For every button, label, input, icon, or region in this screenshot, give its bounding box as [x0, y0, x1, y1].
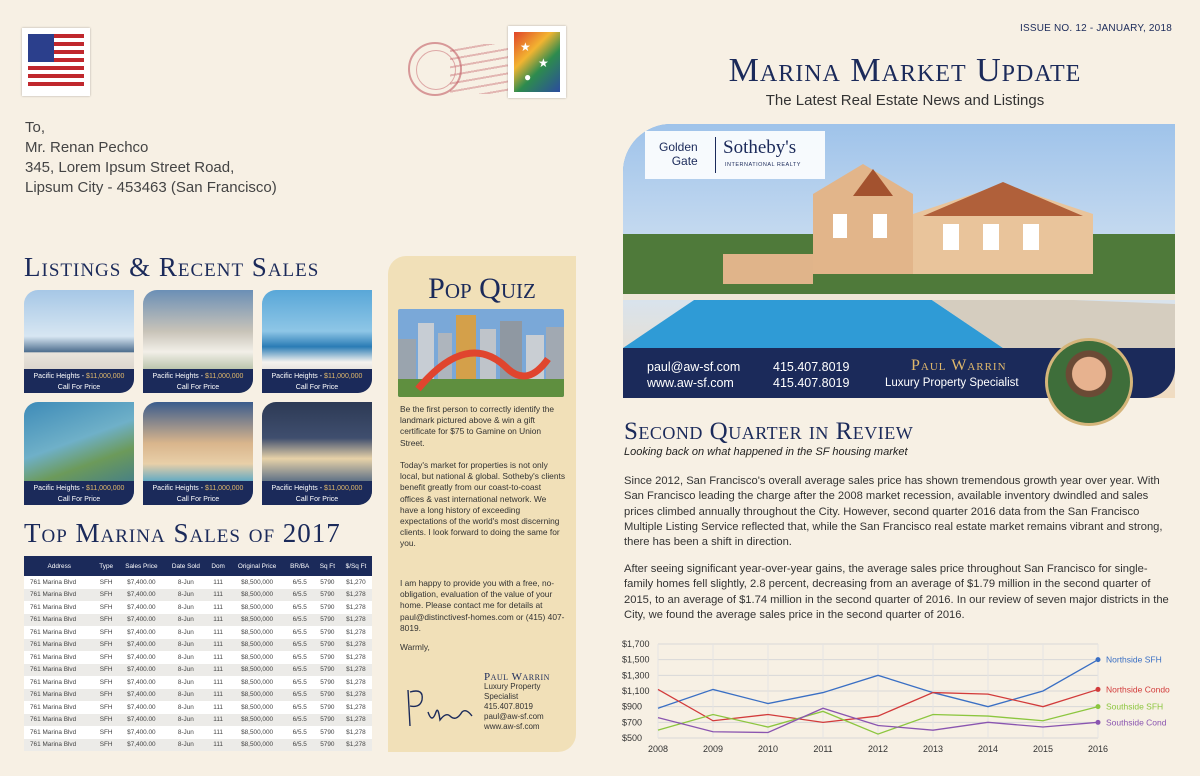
- table-cell: $1,278: [340, 739, 372, 752]
- agent-title: Luxury Property Specialist: [885, 377, 1019, 389]
- table-cell: $7,400.00: [118, 726, 165, 739]
- quiz-paragraph-3: I am happy to provide you with a free, no-obligation, evaluation of the value of your home. Please contact me for details at paul@distinctivesf-homes.com or (415) 407-8019.: [400, 578, 565, 633]
- table-cell: $8,500,000: [230, 701, 285, 714]
- table-cell: 761 Marina Blvd: [24, 626, 95, 639]
- table-cell: 761 Marina Blvd: [24, 726, 95, 739]
- table-cell: 111: [207, 651, 230, 664]
- table-row: [24, 626, 372, 639]
- sothebys-logo: [645, 131, 825, 179]
- table-row: [24, 714, 372, 727]
- quiz-title: Pop Quiz: [428, 272, 536, 305]
- table-cell: $8,500,000: [230, 714, 285, 727]
- table-cell: 761 Marina Blvd: [24, 664, 95, 677]
- table-row: [24, 739, 372, 752]
- top-sales-title: Top Marina Sales of 2017: [24, 518, 341, 548]
- table-row: [24, 676, 372, 689]
- table-cell: $7,400.00: [118, 601, 165, 614]
- table-cell: 111: [207, 714, 230, 727]
- table-cell: 111: [207, 726, 230, 739]
- x-tick-label: 2008: [647, 744, 669, 754]
- table-cell: 761 Marina Blvd: [24, 676, 95, 689]
- table-cell: SFH: [95, 651, 118, 664]
- table-cell: SFH: [95, 714, 118, 727]
- table-cell: SFH: [95, 626, 118, 639]
- table-cell: $7,400.00: [118, 589, 165, 602]
- legend-label: Northside Condo: [1106, 684, 1170, 695]
- listing-tile[interactable]: Pacific Heights - $11,000,000 Call For Price: [262, 290, 372, 393]
- table-cell: 761 Marina Blvd: [24, 651, 95, 664]
- table-cell: $8,500,000: [230, 601, 285, 614]
- address-name: Mr. Renan Pechco: [25, 139, 149, 156]
- table-header-row: [24, 556, 372, 576]
- table-cell: 111: [207, 576, 230, 589]
- table-cell: 8-Jun: [165, 651, 207, 664]
- table-cell: 761 Marina Blvd: [24, 601, 95, 614]
- x-tick-label: 2011: [813, 744, 833, 754]
- table-cell: $1,278: [340, 639, 372, 652]
- signature-block: [484, 672, 550, 732]
- contact-phone-2[interactable]: 415.407.8019: [773, 376, 850, 390]
- table-cell: 8-Jun: [165, 676, 207, 689]
- table-cell: $1,278: [340, 701, 372, 714]
- agent-name: Paul Warrin: [911, 357, 1007, 374]
- signature-name: Paul Warrin: [484, 671, 550, 683]
- issue-number: ISSUE NO. 12 - JANUARY, 2018: [1020, 23, 1172, 34]
- table-cell: 6/5.5: [285, 589, 315, 602]
- table-row: [24, 601, 372, 614]
- listing-tile[interactable]: Pacific Heights - $11,000,000 Call For Price: [262, 402, 372, 505]
- table-cell: $7,400.00: [118, 576, 165, 589]
- table-cell: 761 Marina Blvd: [24, 714, 95, 727]
- x-tick-label: 2013: [922, 744, 944, 754]
- table-cell: SFH: [95, 689, 118, 702]
- table-cell: 6/5.5: [285, 614, 315, 627]
- table-cell: 6/5.5: [285, 639, 315, 652]
- table-cell: 5790: [315, 601, 340, 614]
- table-row: [24, 664, 372, 677]
- table-cell: 8-Jun: [165, 576, 207, 589]
- quiz-paragraph-2: Today's market for properties is not only local, but national & global. Sotheby's clients benefit greatly from our coast-to-coast offices & vast international network. We have a long history of exceeding expectations of the world's most discerning clients. I look forward to doing the same for you.: [400, 460, 566, 549]
- table-cell: 6/5.5: [285, 689, 315, 702]
- table-cell: 761 Marina Blvd: [24, 614, 95, 627]
- table-cell: 6/5.5: [285, 576, 315, 589]
- table-cell: $7,400.00: [118, 739, 165, 752]
- table-cell: 5790: [315, 651, 340, 664]
- table-cell: 111: [207, 601, 230, 614]
- table-cell: $1,270: [340, 576, 372, 589]
- series-point: [1096, 687, 1101, 692]
- y-tick-label: $1,300: [622, 670, 650, 681]
- series-point: [1096, 704, 1101, 709]
- table-cell: 761 Marina Blvd: [24, 739, 95, 752]
- col-price-per-sqft: $/Sq Ft: [340, 556, 372, 576]
- table-cell: 8-Jun: [165, 626, 207, 639]
- table-cell: $1,278: [340, 664, 372, 677]
- table-cell: 8-Jun: [165, 739, 207, 752]
- contact-email[interactable]: paul@aw-sf.com: [647, 360, 741, 374]
- y-tick-label: $1,700: [622, 639, 650, 649]
- x-tick-label: 2014: [977, 744, 999, 754]
- price-line-chart: [614, 636, 1194, 760]
- table-cell: $1,278: [340, 676, 372, 689]
- table-cell: 5790: [315, 576, 340, 589]
- table-cell: 111: [207, 626, 230, 639]
- legend-label: Northside SFH: [1106, 654, 1162, 665]
- logo-gate: Gate: [671, 154, 698, 168]
- table-cell: 5790: [315, 664, 340, 677]
- table-cell: 111: [207, 739, 230, 752]
- table-cell: SFH: [95, 739, 118, 752]
- y-tick-label: $1,100: [622, 686, 650, 696]
- table-cell: $1,278: [340, 651, 372, 664]
- mailing-address: [25, 118, 277, 198]
- logo-tagline: INTERNATIONAL REALTY: [725, 162, 801, 168]
- table-cell: 6/5.5: [285, 626, 315, 639]
- table-cell: $8,500,000: [230, 614, 285, 627]
- col-sales-price: Sales Price: [118, 556, 165, 576]
- signature-email: paul@aw-sf.com: [484, 712, 544, 721]
- table-row: [24, 614, 372, 627]
- table-cell: $7,400.00: [118, 714, 165, 727]
- table-cell: 8-Jun: [165, 601, 207, 614]
- table-cell: $1,278: [340, 714, 372, 727]
- table-cell: 8-Jun: [165, 614, 207, 627]
- x-tick-label: 2012: [867, 744, 889, 754]
- table-cell: 6/5.5: [285, 701, 315, 714]
- table-row: [24, 726, 372, 739]
- masthead-subtitle: The Latest Real Estate News and Listings: [765, 92, 1045, 109]
- table-cell: 111: [207, 701, 230, 714]
- table-cell: 8-Jun: [165, 701, 207, 714]
- us-flag-stamp: [22, 28, 90, 96]
- address-to: To,: [25, 119, 46, 136]
- logo-golden: Golden: [659, 140, 698, 154]
- col-type: Type: [95, 556, 118, 576]
- table-cell: $7,400.00: [118, 701, 165, 714]
- table-row: [24, 689, 372, 702]
- table-cell: SFH: [95, 589, 118, 602]
- table-cell: $7,400.00: [118, 651, 165, 664]
- col-dom: Dom: [207, 556, 230, 576]
- signature-title-1: Luxury Property: [484, 682, 541, 691]
- contact-web[interactable]: www.aw-sf.com: [647, 376, 734, 390]
- table-cell: SFH: [95, 639, 118, 652]
- table-cell: SFH: [95, 601, 118, 614]
- review-paragraph-2: After seeing significant year-over-year gains, the average sales price throughout San Francisco for single-family homes fell slightly, 2.8 percent, decreasing from an average of $1.79 million in the second quarter of 2015, to an average of $1.74 million in the second quarter of 2016. In our review of seven major districts in the City, we found the average sales price in the second quarter of 2016.: [624, 563, 1169, 621]
- table-cell: 6/5.5: [285, 651, 315, 664]
- table-cell: 5790: [315, 714, 340, 727]
- table-cell: $8,500,000: [230, 589, 285, 602]
- table-cell: SFH: [95, 701, 118, 714]
- art-stamp: ★ ★ ●: [508, 26, 566, 98]
- x-tick-label: 2009: [702, 744, 724, 754]
- table-cell: SFH: [95, 614, 118, 627]
- table-cell: 5790: [315, 614, 340, 627]
- series-point: [1096, 657, 1101, 662]
- table-cell: 5790: [315, 689, 340, 702]
- quiz-paragraph-1: Be the first person to correctly identify the landmark pictured above & win a gift certificate for $75 to Gamine on Union Street.: [400, 404, 555, 448]
- review-subtitle: Looking back on what happened in the SF housing market: [624, 446, 908, 458]
- table-row: [24, 701, 372, 714]
- masthead-title: Marina Market Update: [728, 52, 1082, 89]
- col-address: Address: [24, 556, 95, 576]
- table-cell: 5790: [315, 701, 340, 714]
- landmark-photo: [398, 309, 564, 397]
- table-cell: 6/5.5: [285, 726, 315, 739]
- table-row: [24, 639, 372, 652]
- table-cell: $8,500,000: [230, 639, 285, 652]
- col-sq-ft: Sq Ft: [315, 556, 340, 576]
- table-cell: $8,500,000: [230, 689, 285, 702]
- x-tick-label: 2015: [1032, 744, 1054, 754]
- series-point: [1096, 720, 1101, 725]
- table-cell: SFH: [95, 576, 118, 589]
- table-cell: $7,400.00: [118, 639, 165, 652]
- table-cell: 5790: [315, 726, 340, 739]
- table-cell: $7,400.00: [118, 676, 165, 689]
- contact-phone-1[interactable]: 415.407.8019: [773, 360, 850, 374]
- col-date-sold: Date Sold: [165, 556, 207, 576]
- table-cell: 5790: [315, 676, 340, 689]
- table-cell: 111: [207, 614, 230, 627]
- table-cell: 761 Marina Blvd: [24, 701, 95, 714]
- table-cell: 6/5.5: [285, 739, 315, 752]
- address-line1: 345, Lorem Ipsum Street Road,: [25, 159, 235, 176]
- table-cell: $8,500,000: [230, 664, 285, 677]
- table-cell: $8,500,000: [230, 676, 285, 689]
- listing-tile[interactable]: Pacific Heights - $11,000,000 Call For Price: [24, 402, 134, 505]
- table-cell: SFH: [95, 676, 118, 689]
- listing-tile[interactable]: Pacific Heights - $11,000,000 Call For Price: [143, 402, 253, 505]
- table-cell: 111: [207, 664, 230, 677]
- signature-phone: 415.407.8019: [484, 702, 533, 711]
- table-cell: 761 Marina Blvd: [24, 639, 95, 652]
- y-tick-label: $1,500: [622, 654, 650, 665]
- table-cell: 5790: [315, 639, 340, 652]
- top-sales-table: [24, 556, 372, 751]
- legend-label: Southside SFH: [1106, 701, 1164, 712]
- y-tick-label: $700: [622, 717, 643, 728]
- table-cell: $8,500,000: [230, 626, 285, 639]
- table-cell: 761 Marina Blvd: [24, 589, 95, 602]
- table-cell: 6/5.5: [285, 664, 315, 677]
- table-cell: 8-Jun: [165, 689, 207, 702]
- table-cell: $8,500,000: [230, 726, 285, 739]
- col-br-ba: BR/BA: [285, 556, 315, 576]
- table-cell: $7,400.00: [118, 689, 165, 702]
- table-cell: $1,278: [340, 589, 372, 602]
- table-cell: 6/5.5: [285, 676, 315, 689]
- quiz-closing: Warmly,: [400, 642, 430, 652]
- agent-portrait: [1045, 338, 1133, 426]
- listing-tile[interactable]: Pacific Heights - $11,000,000 Call For Price: [143, 290, 253, 393]
- table-cell: 8-Jun: [165, 589, 207, 602]
- table-row: [24, 576, 372, 589]
- table-cell: 6/5.5: [285, 714, 315, 727]
- signature-web: www.aw-sf.com: [484, 722, 540, 731]
- review-title: Second Quarter in Review: [624, 418, 914, 445]
- legend-label: Southside Cond: [1106, 717, 1167, 728]
- y-tick-label: $500: [622, 733, 643, 743]
- table-cell: 6/5.5: [285, 601, 315, 614]
- table-cell: 8-Jun: [165, 714, 207, 727]
- table-row: [24, 589, 372, 602]
- table-cell: 761 Marina Blvd: [24, 576, 95, 589]
- table-cell: $1,278: [340, 626, 372, 639]
- x-tick-label: 2010: [757, 744, 779, 754]
- table-cell: 111: [207, 676, 230, 689]
- logo-sothebys: Sotheby's: [723, 137, 797, 158]
- table-cell: $7,400.00: [118, 626, 165, 639]
- table-cell: 5790: [315, 589, 340, 602]
- table-cell: $1,278: [340, 614, 372, 627]
- table-cell: 111: [207, 639, 230, 652]
- table-cell: 5790: [315, 739, 340, 752]
- table-cell: $8,500,000: [230, 739, 285, 752]
- table-cell: $7,400.00: [118, 664, 165, 677]
- table-row: [24, 651, 372, 664]
- table-cell: 111: [207, 689, 230, 702]
- listings-title: Listings & Recent Sales: [24, 252, 320, 282]
- table-cell: $7,400.00: [118, 614, 165, 627]
- table-cell: $8,500,000: [230, 576, 285, 589]
- table-cell: 5790: [315, 626, 340, 639]
- table-cell: 111: [207, 589, 230, 602]
- signature-image: [398, 682, 478, 732]
- signature-title-2: Specialist: [484, 692, 519, 701]
- table-cell: SFH: [95, 664, 118, 677]
- table-cell: 8-Jun: [165, 664, 207, 677]
- table-cell: $1,278: [340, 601, 372, 614]
- table-cell: SFH: [95, 726, 118, 739]
- table-cell: 761 Marina Blvd: [24, 689, 95, 702]
- table-cell: $1,278: [340, 689, 372, 702]
- table-cell: $1,278: [340, 726, 372, 739]
- col-original-price: Original Price: [230, 556, 285, 576]
- address-line2: Lipsum City - 453463 (San Francisco): [25, 179, 277, 196]
- y-tick-label: $900: [622, 701, 643, 712]
- table-cell: 8-Jun: [165, 639, 207, 652]
- x-tick-label: 2016: [1087, 744, 1109, 754]
- review-paragraph-1: Since 2012, San Francisco's overall average sales price has shown tremendous growth year over year. With San Francisco leading the charge after the 2008 market recession, available inventory dwindled and sales prices climbed annually throughout the City. However, second quarter 2016 data from the San Francisco Multiple Listing Service reflected that, while the San Francisco real estate market remains vibrant and strong, there has been a shift in direction.: [624, 475, 1163, 549]
- table-cell: $8,500,000: [230, 651, 285, 664]
- table-cell: 8-Jun: [165, 726, 207, 739]
- listing-tile[interactable]: Pacific Heights - $11,000,000 Call For Price: [24, 290, 134, 393]
